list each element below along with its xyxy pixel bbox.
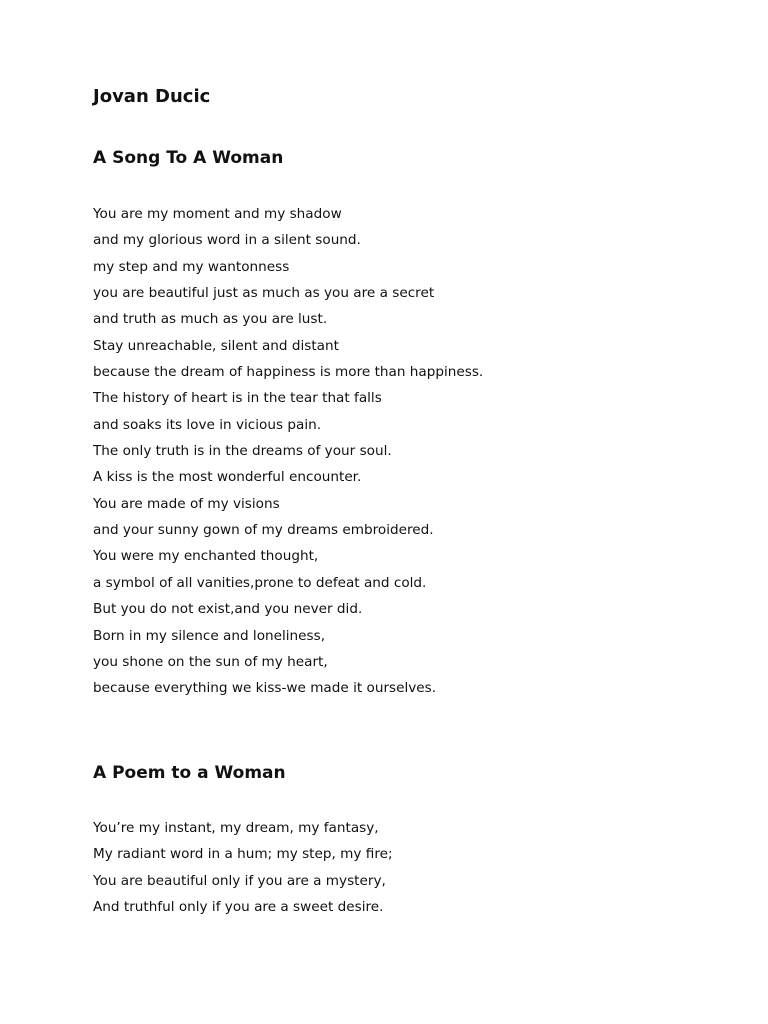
verse-line: a symbol of all vanities,prone to defeat and cold. bbox=[93, 574, 427, 591]
verse-line: and your sunny gown of my dreams embroidered. bbox=[93, 522, 434, 539]
verse-line: You are my moment and my shadow bbox=[93, 206, 342, 222]
verse-line: you are beautiful just as much as you are a secret bbox=[93, 285, 435, 302]
verse-line: because the dream of happiness is more than happiness. bbox=[93, 364, 484, 381]
verse-line: A kiss is the most wonderful encounter. bbox=[93, 469, 362, 486]
verse-line: You’re my instant, my dream, my fantasy, bbox=[93, 820, 379, 836]
verse-line: you shone on the sun of my heart, bbox=[93, 653, 328, 670]
verse-line: And truthful only if you are a sweet desire. bbox=[93, 899, 384, 916]
verse-line: You were my enchanted thought, bbox=[93, 548, 319, 565]
verse-line: Born in my silence and loneliness, bbox=[93, 627, 326, 644]
author-name: Jovan Ducic bbox=[93, 86, 211, 107]
verse-line: because everything we kiss-we made it ourselves. bbox=[93, 680, 437, 697]
poem-verse-song-to-a-woman bbox=[93, 203, 483, 704]
verse-line: and my glorious word in a silent sound. bbox=[93, 232, 361, 249]
verse-line: The history of heart is in the tear that falls bbox=[93, 390, 382, 407]
verse-line: But you do not exist,and you never did. bbox=[93, 601, 363, 618]
verse-line: and soaks its love in vicious pain. bbox=[93, 416, 322, 433]
verse-line: and truth as much as you are lust. bbox=[93, 311, 328, 328]
verse-line: You are beautiful only if you are a mystery, bbox=[93, 872, 386, 889]
verse-line: You are made of my visions bbox=[93, 495, 280, 512]
verse-line: my step and my wantonness bbox=[93, 258, 290, 275]
poem-title-poem-to-a-woman: A Poem to a Woman bbox=[93, 763, 286, 783]
poem-title-song-to-a-woman: A Song To A Woman bbox=[93, 148, 284, 168]
verse-line: My radiant word in a hum; my step, my fire; bbox=[93, 846, 393, 863]
verse-line: The only truth is in the dreams of your soul. bbox=[93, 443, 392, 460]
poem-verse-poem-to-a-woman bbox=[93, 817, 393, 922]
verse-line: Stay unreachable, silent and distant bbox=[93, 337, 339, 354]
